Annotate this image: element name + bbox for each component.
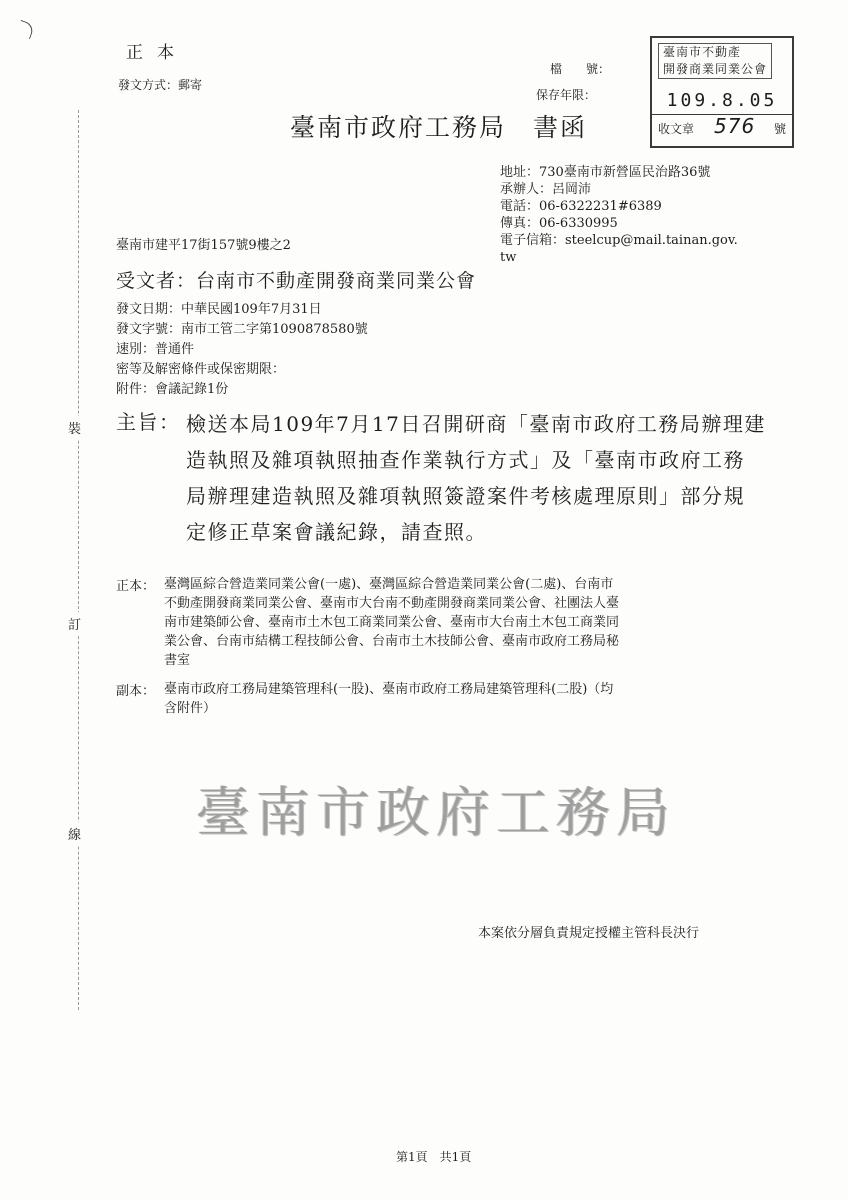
stamp-number-unit: 號 [774, 122, 787, 136]
subject-line: 定修正草案會議紀錄，請查照。 [186, 520, 487, 544]
document-number: 發文字號：南市工管二字第1090878580號 [116, 322, 368, 337]
stamp-received-label: 收文章 [658, 122, 695, 136]
subject-line: 造執照及雜項執照抽查作業執行方式」及「臺南市政府工務 [186, 448, 745, 472]
main-recipients-line: 業公會、台南市結構工程技師公會、台南市土木技師公會、臺南市政府工務局秘 [164, 634, 620, 649]
subject-label: 主旨： [116, 410, 181, 434]
document-title: 臺南市政府工務局 書函 [290, 113, 588, 142]
contact-address: 地址：730臺南市新營區民治路36號 [500, 165, 711, 180]
recipient: 受文者：台南市不動產開發商業同業公會 [116, 270, 477, 292]
issue-date: 發文日期：中華民國109年7月31日 [116, 302, 322, 317]
subject-line: 局辦理建造執照及雜項執照簽證案件考核處理原則」部分規 [186, 484, 745, 508]
receipt-stamp [650, 36, 794, 148]
cc-recipients [164, 680, 784, 718]
main-recipients-line: 臺灣區綜合營造業同業公會(一處)、臺灣區綜合營造業同業公會(二處)、台南市 [164, 577, 614, 592]
page-number: 第1頁 共1頁 [396, 1150, 472, 1164]
cc-label: 副本： [116, 684, 156, 699]
subject-body [186, 406, 786, 550]
binding-mark-top: 裝 [68, 416, 81, 439]
delegation-note: 本案依分層負責規定授權主管科長決行 [478, 926, 700, 941]
sender-address: 臺南市建平17街157號9樓之2 [116, 238, 291, 253]
main-recipients-line: 不動產開發商業同業公會、臺南市大台南不動產開發商業同業公會、社團法人臺 [164, 596, 620, 611]
secrecy: 密等及解密條件或保密期限： [116, 362, 286, 377]
retention-label: 保存年限： [536, 88, 597, 102]
cc-line: 臺南市政府工務局建築管理科(一股)、臺南市政府工務局建築管理科(二股)（均 [164, 682, 614, 697]
delivery-method: 發文方式：郵寄 [118, 78, 203, 92]
file-number-label: 檔 號： [550, 62, 611, 76]
main-recipients-line: 書室 [164, 653, 191, 668]
contact-phone: 電話：06-6322231#6389 [500, 199, 662, 214]
contact-email-cont: tw [500, 250, 517, 265]
binding-mark-bottom: 線 [68, 822, 81, 845]
urgency: 速別：普通件 [116, 342, 195, 357]
stamp-org-line1: 臺南市不動產 [663, 45, 742, 59]
cc-line: 含附件） [164, 701, 217, 716]
subject-line: 檢送本局109年7月17日召開研商「臺南市政府工務局辦理建 [186, 412, 766, 436]
corner-mark [16, 20, 35, 39]
contact-handler: 承辦人：呂岡沛 [500, 182, 592, 197]
main-recipients-line: 南市建築師公會、臺南市土木包工商業同業公會、臺南市大台南土木包工商業同 [164, 615, 620, 630]
stamp-received-number: 576 [714, 114, 756, 138]
main-recipients-label: 正本： [116, 579, 156, 594]
copy-type: 正本 [126, 43, 188, 63]
binding-mark-middle: 訂 [68, 612, 81, 635]
contact-fax: 傳真：06-6330995 [500, 216, 618, 231]
stamp-org-line2: 開發商業同業公會 [663, 62, 768, 76]
stamp-org [658, 43, 772, 79]
contact-email: 電子信箱：steelcup@mail.tainan.gov. [500, 233, 738, 248]
attachment: 附件：會議記錄1份 [116, 382, 229, 397]
binding-line [78, 110, 79, 1010]
main-recipients [164, 575, 784, 670]
stamp-date: 109.8.05 [666, 90, 778, 111]
agency-seal: 臺南市政府工務局 [196, 781, 676, 844]
